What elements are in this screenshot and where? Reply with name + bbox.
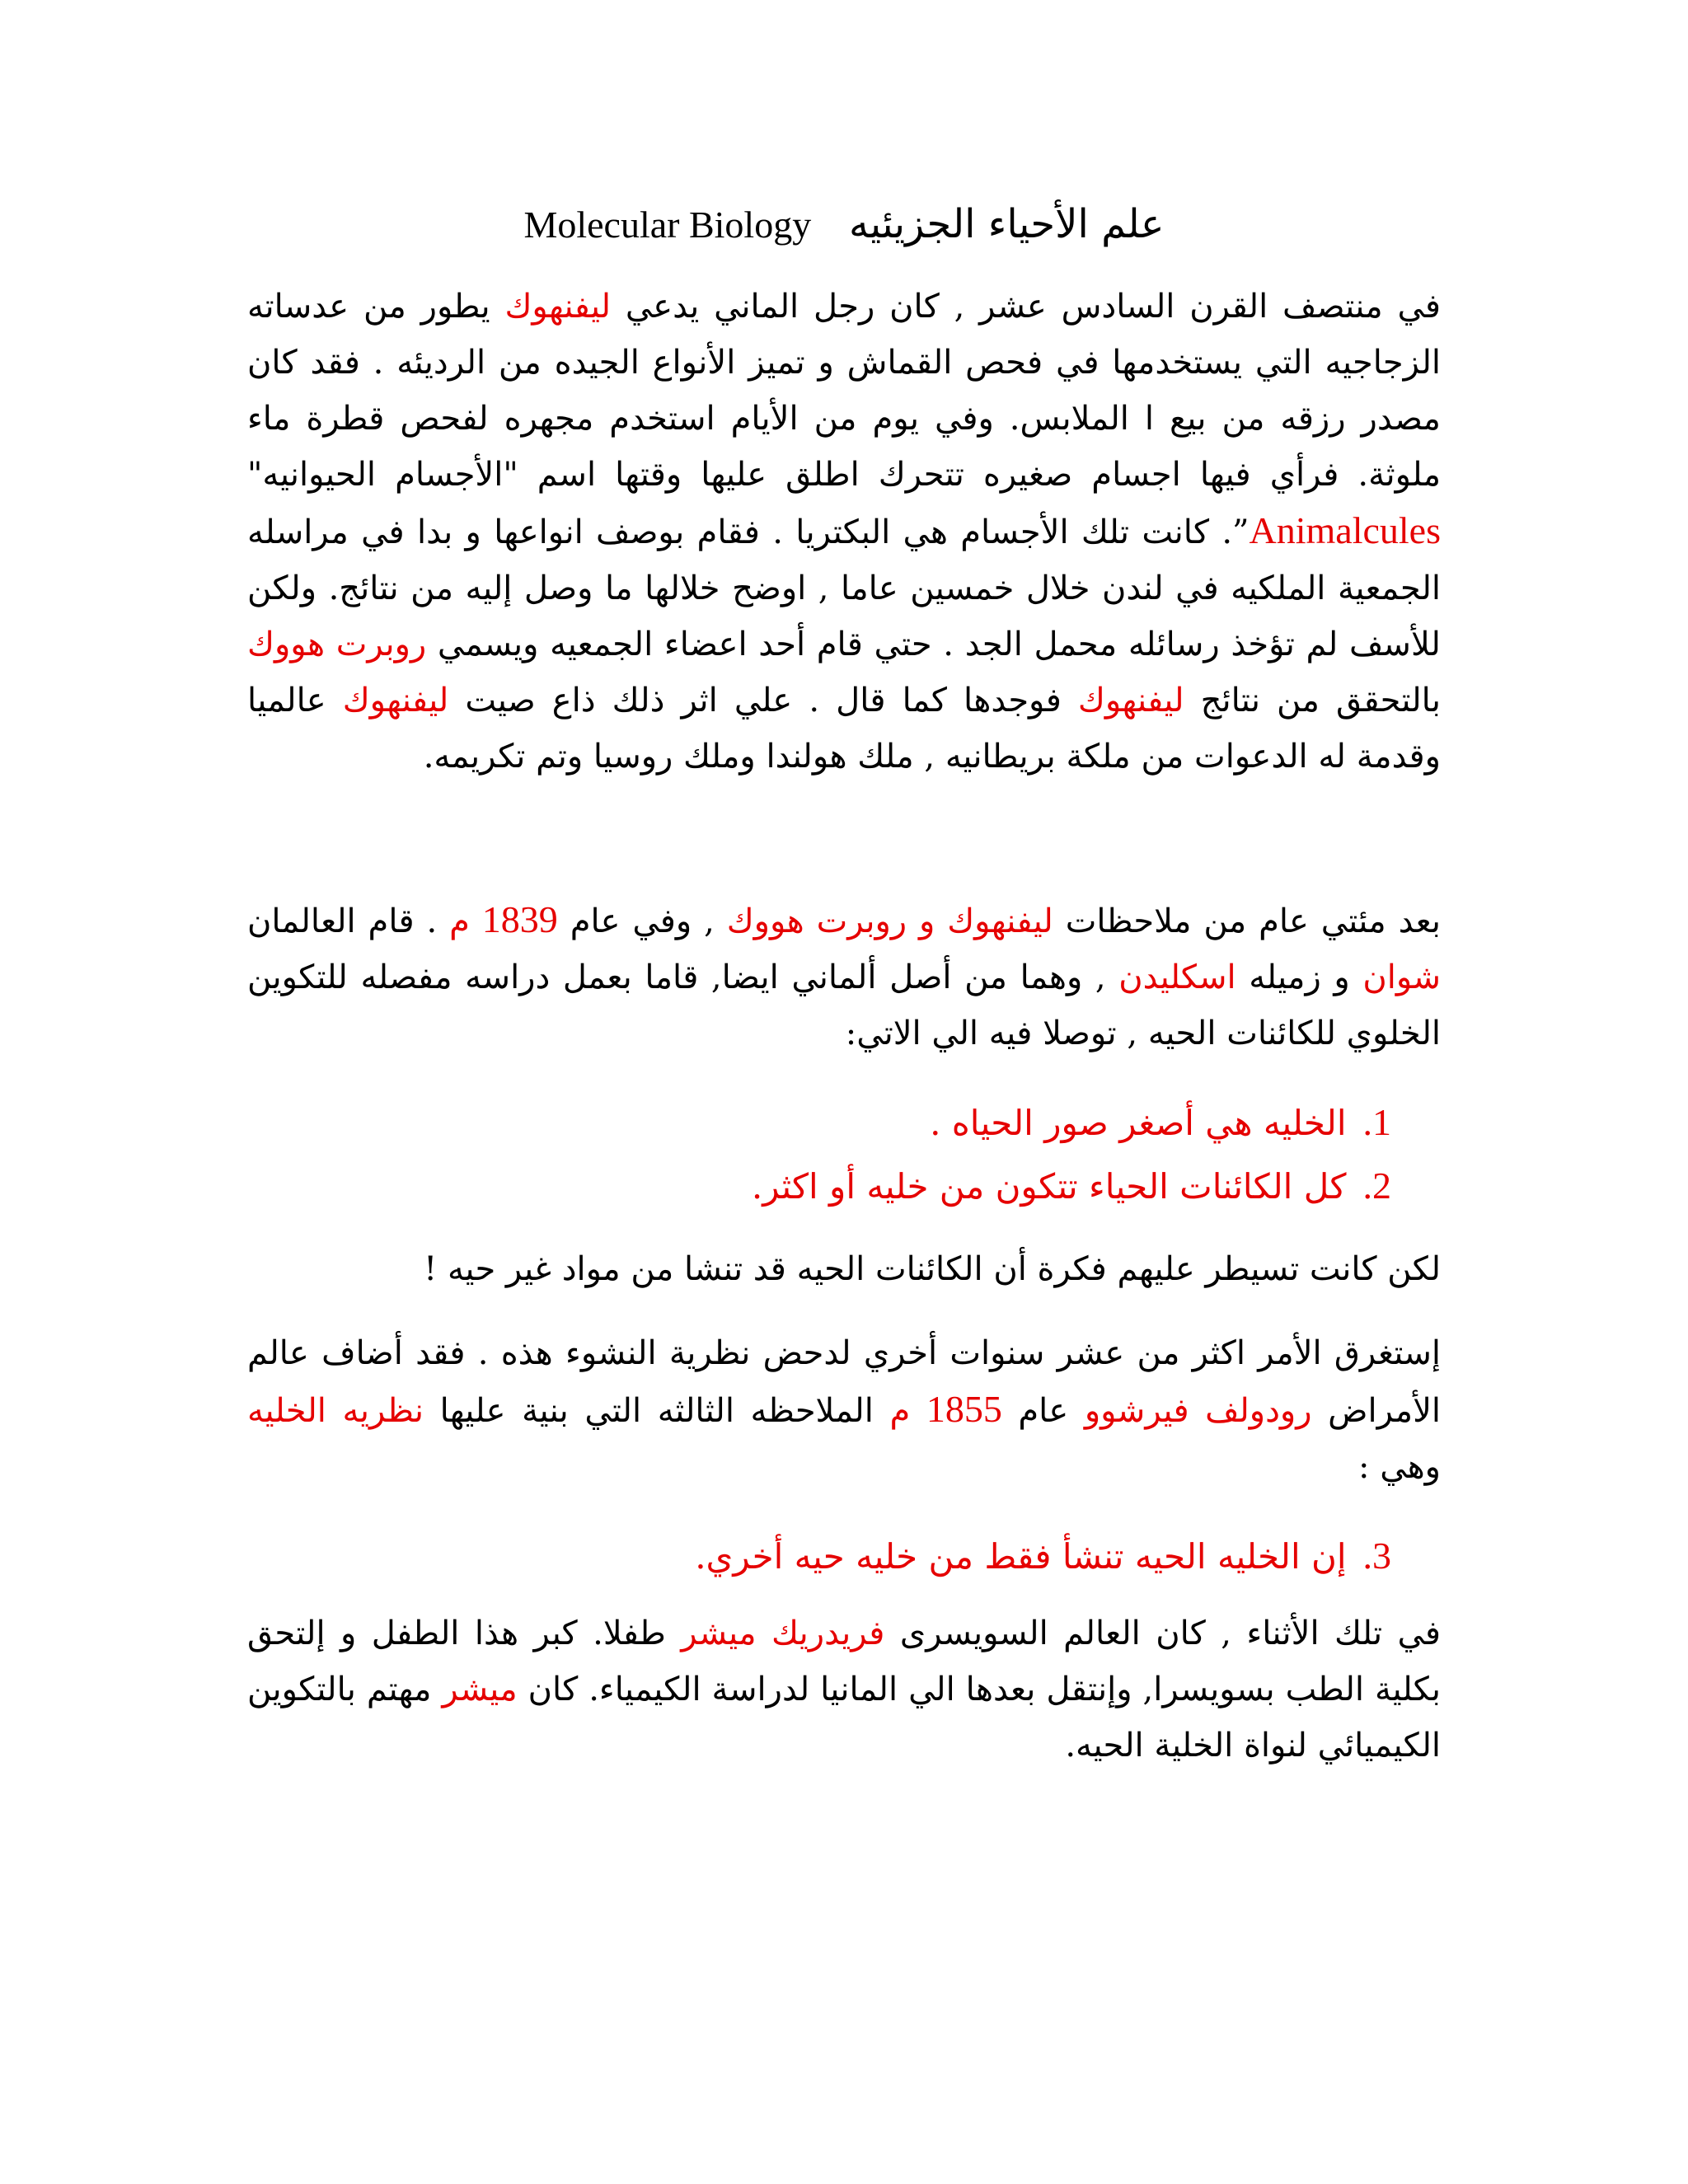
name-virchow: رودولف فيرشوو	[1084, 1392, 1312, 1430]
list-text: كل الكائنات الحياء تتكون من خليه أو اكثر.	[751, 1166, 1347, 1207]
year-1839: 1839	[481, 898, 558, 940]
list-number: 1.	[1362, 1101, 1391, 1143]
p1-text-a: في منتصف القرن السادس عشر , كان رجل الماني يدعي	[611, 288, 1441, 326]
p2-text-c: . قام العالمان	[247, 902, 450, 940]
p4-text-a: إستغرق الأمر اكثر من عشر سنوات أخري لدحض نظرية النشوء هذه . فقد أضاف عالم الأمراض	[247, 1334, 1442, 1430]
list-number: 2.	[1362, 1165, 1391, 1207]
list-item	[485, 1091, 1391, 1155]
paragraph-miescher	[247, 1605, 1441, 1774]
name-leeuwenhoek: ليفنهوك	[504, 288, 612, 326]
term-cell-theory: نظريه الخليه	[247, 1392, 424, 1430]
p2-text-d: و زميله	[1236, 958, 1363, 996]
paragraph-leeuwenhoek	[247, 279, 1441, 785]
list-number: 3.	[1362, 1535, 1391, 1577]
p1-text-e: فوجدها كما قال . علي اثر ذلك ذاع صيت	[448, 682, 1078, 719]
p3-text: لكن كانت تسيطر عليهم فكرة أن الكائنات الحيه قد تنشا من مواد غير حيه !	[424, 1250, 1441, 1288]
year-1855: 1855	[926, 1388, 1002, 1430]
p4-text-b: عام	[1001, 1392, 1085, 1430]
title-latin: Molecular Biology	[523, 204, 812, 246]
name-leeuwenhoek: ليفنهوك	[1077, 682, 1184, 719]
cell-theory-list-1	[485, 1091, 1391, 1218]
paragraph-schwann-schleiden	[247, 892, 1441, 1062]
p5-text-a: في تلك الأثناء , كان العالم السويسرى	[884, 1615, 1442, 1652]
name-miescher: ميشر	[442, 1671, 518, 1708]
list-item	[485, 1525, 1391, 1588]
p1-text-b: يطور من عدساته الزجاجيه التي يستخدمها في فحص القماش و تميز الأنواع الجيده من الرديئه . فقد كان مصدر رزقه من بيع ا الملابس. وفي يوم من الأيام استخدم مجهره لفحص قطرة ماء ملوثة. فرأي فيها اجسام صغيره تتحرك اطلق عليها وقتها اسم "الأجسام الحيوانيه"	[247, 288, 1441, 494]
name-miescher: فريدريك ميشر	[681, 1615, 885, 1652]
p5-text-b: طفلا. كبر هذا الطفل و إلتحق بكلية الطب بسويسرا, وإنتقل بعدها الي المانيا لدراسة الكيمياء. كان	[247, 1615, 1441, 1708]
names-leeuwenhoek-hooke: ليفنهوك و روبرت هووك	[726, 902, 1053, 940]
name-hooke: روبرت هووك	[247, 626, 427, 663]
list-item	[485, 1155, 1391, 1218]
p1-text-c: ”. كانت تلك الأجسام هي البكتريا . فقام بوصف انواعها و بدا في مراسله الجمعية الملكيه في لندن خلال خمسين عاما , اوضح خلالها ما وصل إليه من نتائج. ولكن للأسف لم تؤخذ رسائله محمل الجد . حتي قام أحد اعضاء الجمعيه ويسمي	[247, 513, 1441, 663]
name-leeuwenhoek: ليفنهوك	[342, 682, 449, 719]
list-text: الخليه هي أصغر صور الحياه .	[930, 1103, 1347, 1143]
p2-text-b: , وفي عام	[557, 902, 727, 940]
p2-text-a: بعد مئتي عام من ملاحظات	[1053, 902, 1442, 940]
cell-theory-list-2	[485, 1525, 1391, 1588]
p5-text-c: مهتم بالتكوين الكيميائي لنواة الخلية الحيه.	[247, 1671, 1441, 1765]
p2-text-e: , وهما من أصل ألماني ايضا, قاما بعمل دراسه مفصله للتكوين الخلوي للكائنات الحيه , توصلا فيه الي الاتي:	[247, 958, 1441, 1052]
paragraph-spontaneous	[247, 1241, 1441, 1297]
paragraph-virchow	[247, 1325, 1441, 1495]
p1-text-f: عالميا وقدمة له الدعوات من ملكة بريطانيه , ملك هولندا وملك روسيا وتم تكريمه.	[247, 682, 1441, 776]
p1-text-d: بالتحقق من نتائج	[1184, 682, 1441, 719]
year-suffix: م	[889, 1392, 911, 1430]
p4-text-c: الملاحظه الثالثه التي بنية عليها	[424, 1392, 890, 1430]
year-suffix: م	[449, 902, 470, 940]
list-text: إن الخليه الحيه تنشأ فقط من خليه حيه أخري.	[695, 1536, 1347, 1577]
page-title	[0, 194, 1688, 255]
name-schwann: شوان	[1362, 958, 1441, 996]
p4-text-d: وهي :	[1358, 1448, 1441, 1486]
name-schleiden: اسكليدن	[1118, 958, 1236, 996]
title-arabic: علم الأحياء الجزيئيه	[849, 201, 1165, 247]
term-animalcules: Animalcules	[1249, 509, 1441, 551]
